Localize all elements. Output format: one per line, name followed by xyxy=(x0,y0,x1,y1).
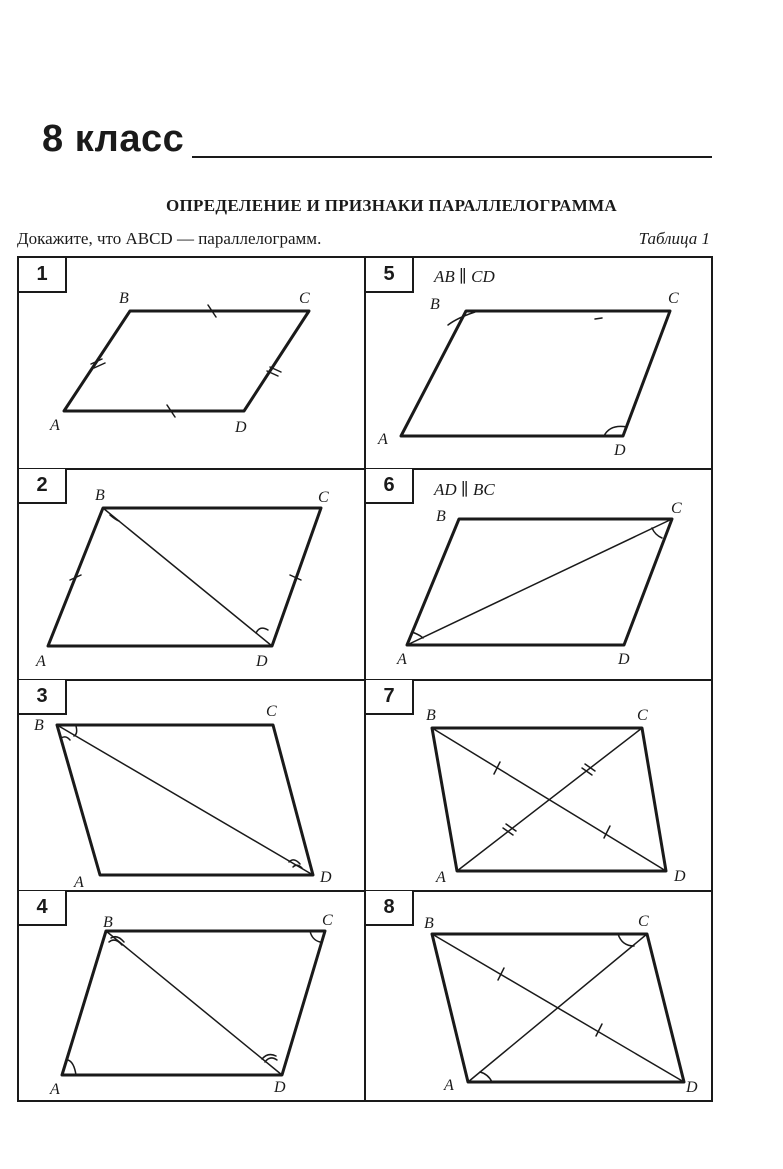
label-c-2: C xyxy=(318,489,329,506)
label-c-7: C xyxy=(637,707,648,724)
label-c-1: C xyxy=(299,290,310,307)
marks-2 xyxy=(70,515,301,633)
marks-5 xyxy=(448,312,627,436)
cell-number-5: 5 xyxy=(366,258,414,293)
label-c-4: C xyxy=(322,912,333,929)
table-label: Таблица 1 xyxy=(638,229,710,248)
task-statement: Докажите, что ABCD — параллелограмм. xyxy=(17,229,322,248)
parallelogram-1 xyxy=(64,311,309,411)
label-b-5: B xyxy=(430,296,440,313)
parallelogram-5 xyxy=(401,311,670,436)
figure-6 xyxy=(407,519,672,645)
cell-number-2: 2 xyxy=(19,469,67,504)
label-b-7: B xyxy=(426,707,436,724)
label-c-8: C xyxy=(638,913,649,930)
label-d-6: D xyxy=(618,651,630,668)
label-b-6: B xyxy=(436,508,446,525)
label-b-1: B xyxy=(119,290,129,307)
condition-6: AD ∥ BC xyxy=(434,480,495,499)
cell-number-7: 7 xyxy=(366,680,414,715)
label-a-8: A xyxy=(444,1077,454,1094)
topic-title: ОПРЕДЕЛЕНИЕ И ПРИЗНАКИ ПАРАЛЛЕЛОГРАММА xyxy=(166,196,617,215)
label-a-6: A xyxy=(397,651,407,668)
label-d-8: D xyxy=(686,1079,698,1096)
diagonal-bd-3 xyxy=(57,725,313,875)
label-c-5: C xyxy=(668,290,679,307)
label-a-3: A xyxy=(74,874,84,891)
diagonal-ac-7 xyxy=(457,728,642,871)
label-d-4: D xyxy=(274,1079,286,1096)
figure-7 xyxy=(432,728,666,871)
label-d-1: D xyxy=(235,419,247,436)
label-d-7: D xyxy=(674,868,686,885)
label-a-7: A xyxy=(436,869,446,886)
label-d-5: D xyxy=(614,442,626,459)
grade-title: 8 класс xyxy=(42,118,185,160)
cell-number-6: 6 xyxy=(366,469,414,504)
label-b-8: B xyxy=(424,915,434,932)
diagonal-bd-2 xyxy=(103,508,272,646)
cell-number-3: 3 xyxy=(19,680,67,715)
label-b-2: B xyxy=(95,487,105,504)
label-c-6: C xyxy=(671,500,682,517)
label-a-4: A xyxy=(50,1081,60,1098)
figure-3 xyxy=(57,725,313,875)
figure-5 xyxy=(401,311,670,436)
label-a-5: A xyxy=(378,431,388,448)
figure-8 xyxy=(432,934,684,1082)
cell-number-1: 1 xyxy=(19,258,67,293)
figure-4 xyxy=(62,931,325,1075)
diagonal-bd-4 xyxy=(106,931,282,1075)
figure-1 xyxy=(64,305,309,417)
label-a-1: A xyxy=(50,417,60,434)
label-a-2: A xyxy=(36,653,46,670)
parallelogram-2 xyxy=(48,508,321,646)
label-c-3: C xyxy=(266,703,277,720)
label-d-3: D xyxy=(320,869,332,886)
figure-2 xyxy=(48,508,321,646)
cell-number-8: 8 xyxy=(366,891,414,926)
cell-number-4: 4 xyxy=(19,891,67,926)
condition-5: AB ∥ CD xyxy=(434,267,495,286)
label-b-4: B xyxy=(103,914,113,931)
label-b-3: B xyxy=(34,717,44,734)
diagonal-ac-8 xyxy=(468,934,647,1082)
label-d-2: D xyxy=(256,653,268,670)
